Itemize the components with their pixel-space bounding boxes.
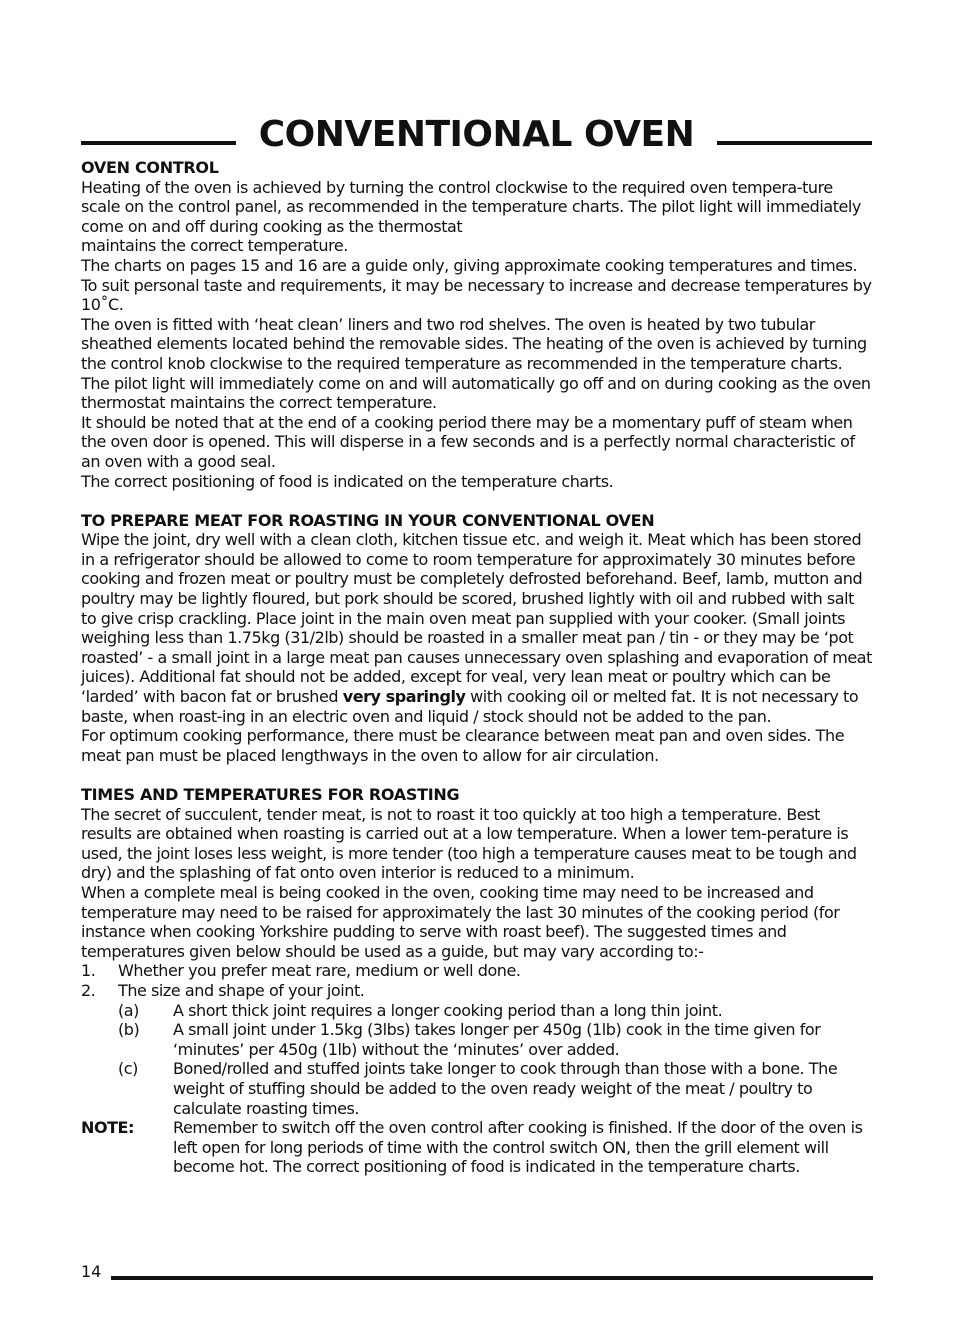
- list-item: [81, 981, 873, 1001]
- times-temps-paragraph-1: The secret of succulent, tender meat, is not to roast it too quickly at too high a temperature. Best results are obtained when roasting is carried out at a low temperature. When a lower tem-perature is used, the joint loses less weight, is more tender (too high a temperature causes meat to be tough and dry) and the splashing of fat onto oven interior is reduced to a minimum.: [81, 804, 857, 883]
- list-item-number: 2.: [81, 980, 96, 1000]
- sublist-item-label: (b): [118, 1020, 140, 1040]
- page-footer: [81, 1262, 873, 1282]
- list-item: [81, 961, 873, 981]
- list-item-text: Whether you prefer meat rare, medium or well done.: [118, 961, 521, 981]
- note-label: NOTE:: [81, 1118, 134, 1138]
- title-row: [81, 112, 872, 158]
- sublist-item-text: Boned/rolled and stuffed joints take longer to cook through than those with a bone. The weight of stuffing should be added to the oven ready weight of the meat / poultry to calculate roasting times.: [173, 1059, 838, 1118]
- sublist-item: [81, 1001, 873, 1021]
- page-title: CONVENTIONAL OVEN: [258, 114, 695, 155]
- oven-control-paragraph-1a: Heating of the oven is achieved by turning the control clockwise to the required oven tempera-ture scale on the control panel, as recommended in the temperature charts. The pilot light will immediately come on and off during cooking as the thermostat: [81, 177, 861, 236]
- oven-control-section: [81, 158, 873, 491]
- list-item-text: The size and shape of your joint.: [118, 980, 365, 1000]
- footer-rule: [111, 1276, 873, 1280]
- sublist-item: [81, 1020, 873, 1059]
- sublist-item: [81, 1059, 873, 1118]
- title-rule-right: [717, 141, 872, 145]
- very-sparingly-emphasis: very sparingly: [342, 687, 466, 707]
- oven-control-paragraph-2: The charts on pages 15 and 16 are a guide only, giving approximate cooking temperatures and times. To suit personal taste and requirements, it may be necessary to increase and decrease temperatures by 10˚C.: [81, 255, 872, 315]
- prepare-meat-section: [81, 511, 873, 766]
- oven-control-paragraph-5: The correct positioning of food is indicated on the temperature charts.: [81, 471, 614, 491]
- sublist-item-label: (c): [118, 1059, 138, 1079]
- sublist-item-text: A small joint under 1.5kg (3lbs) takes longer per 450g (1lb) cook in the time given for ‘minutes’ per 450g (1lb) without the ‘minutes’ over added.: [173, 1020, 821, 1059]
- oven-control-heading: OVEN CONTROL: [81, 158, 219, 177]
- note-text: Remember to switch off the oven control after cooking is finished. If the door of the oven is left open for long periods of time with the control switch ON, then the grill element will become hot. The correct positioning of food is indicated in the temperature charts.: [173, 1118, 863, 1177]
- oven-control-paragraph-4: It should be noted that at the end of a cooking period there may be a momentary puff of steam when the oven door is opened. This will disperse in a few seconds and is a perfectly normal characteristic of an oven with a good seal.: [81, 412, 855, 471]
- note-block: [81, 1118, 873, 1177]
- prepare-meat-heading: TO PREPARE MEAT FOR ROASTING IN YOUR CONVENTIONAL OVEN: [81, 510, 655, 530]
- times-temps-heading: TIMES AND TEMPERATURES FOR ROASTING: [81, 785, 460, 804]
- oven-control-paragraph-1b: maintains the correct temperature.: [81, 236, 348, 256]
- document-body: [81, 158, 873, 1177]
- times-temps-paragraph-2: When a complete meal is being cooked in the oven, cooking time may need to be increased and temperature may need to be raised for approximately the last 30 minutes of the cooking period (for instance when cooking Yorkshire pudding to serve with roast beef). The suggested times and temperatures given below should be used as a guide, but may vary according to:-: [81, 882, 840, 961]
- prepare-meat-paragraph-1: [81, 530, 873, 726]
- prepare-meat-text-a: Wipe the joint, dry well with a clean cloth, kitchen tissue etc. and weigh it. Meat which has been stored in a refrigerator should be allowed to come to room temperature for approximately 30 minutes before cooking and frozen meat or poultry must be completely defrosted beforehand. Beef, lamb, mutton and poultry may be lightly floured, but pork should be scored, brushed lightly with oil and rubbed with salt to give crisp crackling. Place joint in the main oven meat pan supplied with your cooker. (Small joints weighing less than 1.75kg (31/2lb) should be roasted in a smaller meat pan / tin - or they may be ‘pot roasted’ - a small joint in a large meat pan causes unnecessary oven splashing and evaporation of meat juices). Additional fat should not be added, except for veal, very lean meat or poultry which can be ‘larded’ with bacon fat or brushed: [81, 530, 872, 707]
- sublist-item-label: (a): [118, 1000, 139, 1020]
- prepare-meat-text-b: with cooking oil or melted fat. It is not necessary to baste, when roast-ing in an electric oven and liquid / stock should not be added to the pan.: [81, 687, 859, 726]
- prepare-meat-paragraph-2: For optimum cooking performance, there must be clearance between meat pan and oven sides. The meat pan must be placed lengthways in the oven to allow for air circulation.: [81, 726, 845, 765]
- list-item-number: 1.: [81, 961, 96, 981]
- page-number: 14: [81, 1262, 102, 1281]
- oven-control-paragraph-3: The oven is fitted with ‘heat clean’ liners and two rod shelves. The oven is heated by two tubular sheathed elements located behind the removable sides. The heating of the oven is achieved by turning the control knob clockwise to the required temperature as recommended in the temperature charts. The pilot light will immediately come on and will automatically go off and on during cooking as the oven thermostat maintains the correct temperature.: [81, 314, 871, 413]
- times-temps-section: [81, 785, 873, 1177]
- sublist-item-text: A short thick joint requires a longer cooking period than a long thin joint.: [173, 1000, 723, 1020]
